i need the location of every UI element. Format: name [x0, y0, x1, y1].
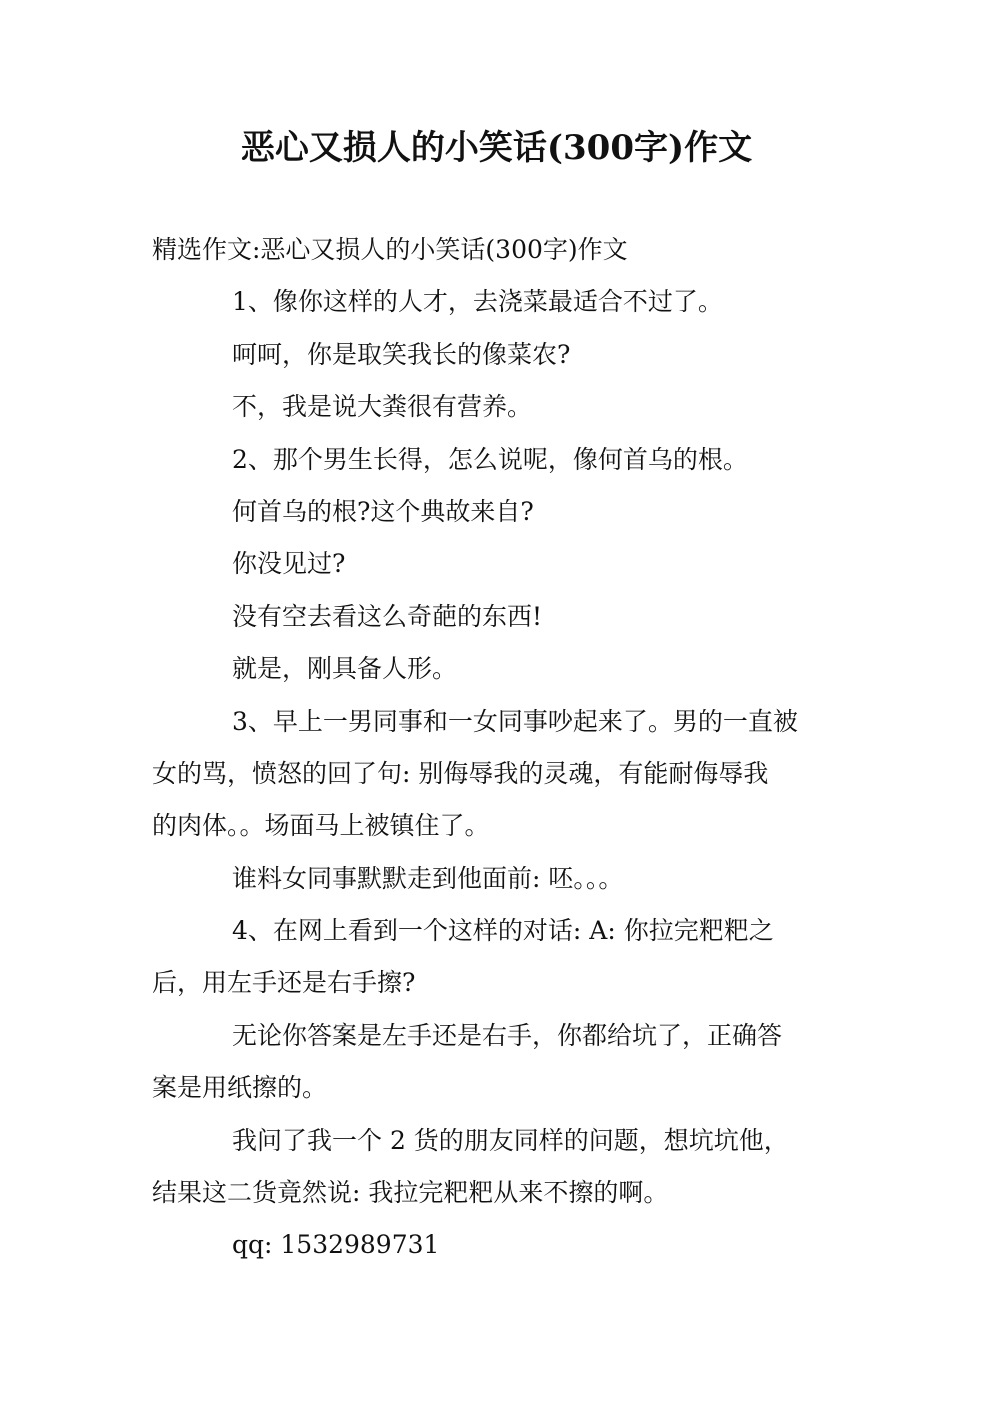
paragraph — [152, 486, 842, 538]
paragraph — [152, 329, 842, 381]
paragraph-line: 谁料女同事默默走到他面前: 呸。。。 — [232, 863, 624, 893]
paragraph-line: 就是，刚具备人形。 — [232, 654, 458, 684]
paragraph — [152, 853, 842, 905]
paragraph — [152, 1010, 842, 1115]
paragraph-line: 女的骂，愤怒的回了句: 别侮辱我的灵魂，有能耐侮辱我 — [152, 758, 769, 788]
paragraph-line: 无论你答案是左手还是右手，你都给坑了，正确答 — [232, 1020, 783, 1050]
paragraph — [152, 434, 842, 486]
paragraph-line: qq: 1532989731 — [232, 1230, 440, 1260]
paragraph-line: 我问了我一个 2 货的朋友同样的问题，想坑坑他， — [232, 1125, 789, 1155]
paragraph-line: 2、那个男生长得，怎么说呢，像何首乌的根。 — [232, 444, 748, 474]
document-title: 恶心又损人的小笑话(300字)作文 — [240, 128, 753, 168]
paragraph-line: 呵呵，你是取笑我长的像菜农? — [232, 339, 571, 369]
paragraph-line: 何首乌的根?这个典故来自? — [232, 496, 534, 526]
paragraph-line: 3、早上一男同事和一女同事吵起来了。男的一直被 — [232, 706, 798, 736]
paragraph-line: 1、像你这样的人才，去浇菜最适合不过了。 — [232, 287, 723, 317]
paragraph — [152, 905, 842, 1010]
paragraph-line: 精选作文:恶心又损人的小笑话(300字)作文 — [152, 235, 628, 264]
paragraph-line: 结果这二货竟然说: 我拉完粑粑从来不擦的啊。 — [152, 1178, 669, 1208]
paragraph-line: 你没见过? — [232, 549, 346, 579]
paragraph — [152, 696, 842, 853]
document-body — [152, 224, 842, 1272]
paragraph — [152, 381, 842, 433]
paragraph-line: 案是用纸擦的。 — [152, 1073, 328, 1103]
paragraph — [152, 224, 842, 276]
paragraph — [152, 538, 842, 590]
paragraph-line: 不，我是说大粪很有营养。 — [232, 392, 533, 422]
paragraph — [152, 1115, 842, 1220]
paragraph-line: 4、在网上看到一个这样的对话: A: 你拉完粑粑之 — [232, 916, 774, 946]
paragraph — [152, 643, 842, 695]
paragraph-line: 没有空去看这么奇葩的东西! — [232, 601, 543, 631]
paragraph-line: 的肉体。。场面马上被镇住了。 — [152, 811, 490, 841]
paragraph-line: 后，用左手还是右手擦? — [152, 968, 416, 998]
paragraph — [152, 276, 842, 328]
paragraph — [152, 1219, 842, 1271]
paragraph — [152, 591, 842, 643]
